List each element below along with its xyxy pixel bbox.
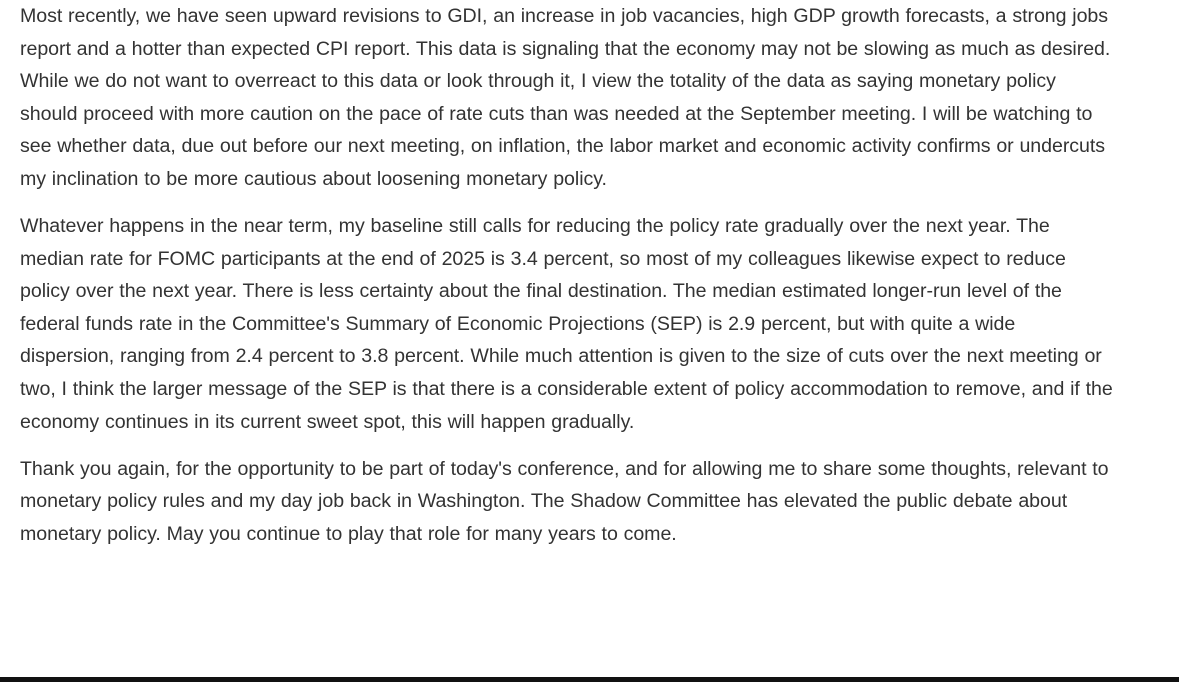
bottom-divider [0, 677, 1179, 682]
article-body [20, 0, 1115, 551]
paragraph-closing-remarks: Thank you again, for the opportunity to be part of today's conference, and for allowing me to share some thoughts, relevant to monetary policy rules and my day job back in Washington. The Shadow Committee has elevated the public debate about monetary policy. May you continue to play that role for many years to come. [20, 457, 1109, 545]
paragraph-policy-outlook: Whatever happens in the near term, my baseline still calls for reducing the policy rate gradually over the next year. The median rate for FOMC participants at the end of 2025 is 3.4 percent, so most of my colleagues likewise expect to reduce policy over the next year. There is less certainty about the final destination. The median estimated longer-run level of the federal funds rate in the Committee's Summary of Economic Projections (SEP) is 2.9 percent, but with quite a wide dispersion, ranging from 2.4 percent to 3.8 percent. While much attention is given to the size of cuts over the next meeting or two, I think the larger message of the SEP is that there is a considerable extent of policy accommodation to remove, and if the economy continues in its current sweet spot, this will happen gradually. [20, 215, 1113, 433]
paragraph-economic-data: Most recently, we have seen upward revisions to GDI, an increase in job vacancies, high GDP growth forecasts, a strong jobs report and a hotter than expected CPI report. This data is signaling that the economy may not be slowing as much as desired. While we do not want to overreact to this data or look through it, I view the totality of the data as saying monetary policy should proceed with more caution on the pace of rate cuts than was needed at the September meeting. I will be watching to see whether data, due out before our next meeting, on inflation, the labor market and economic activity confirms or undercuts my inclination to be more cautious about loosening monetary policy. [20, 5, 1111, 190]
